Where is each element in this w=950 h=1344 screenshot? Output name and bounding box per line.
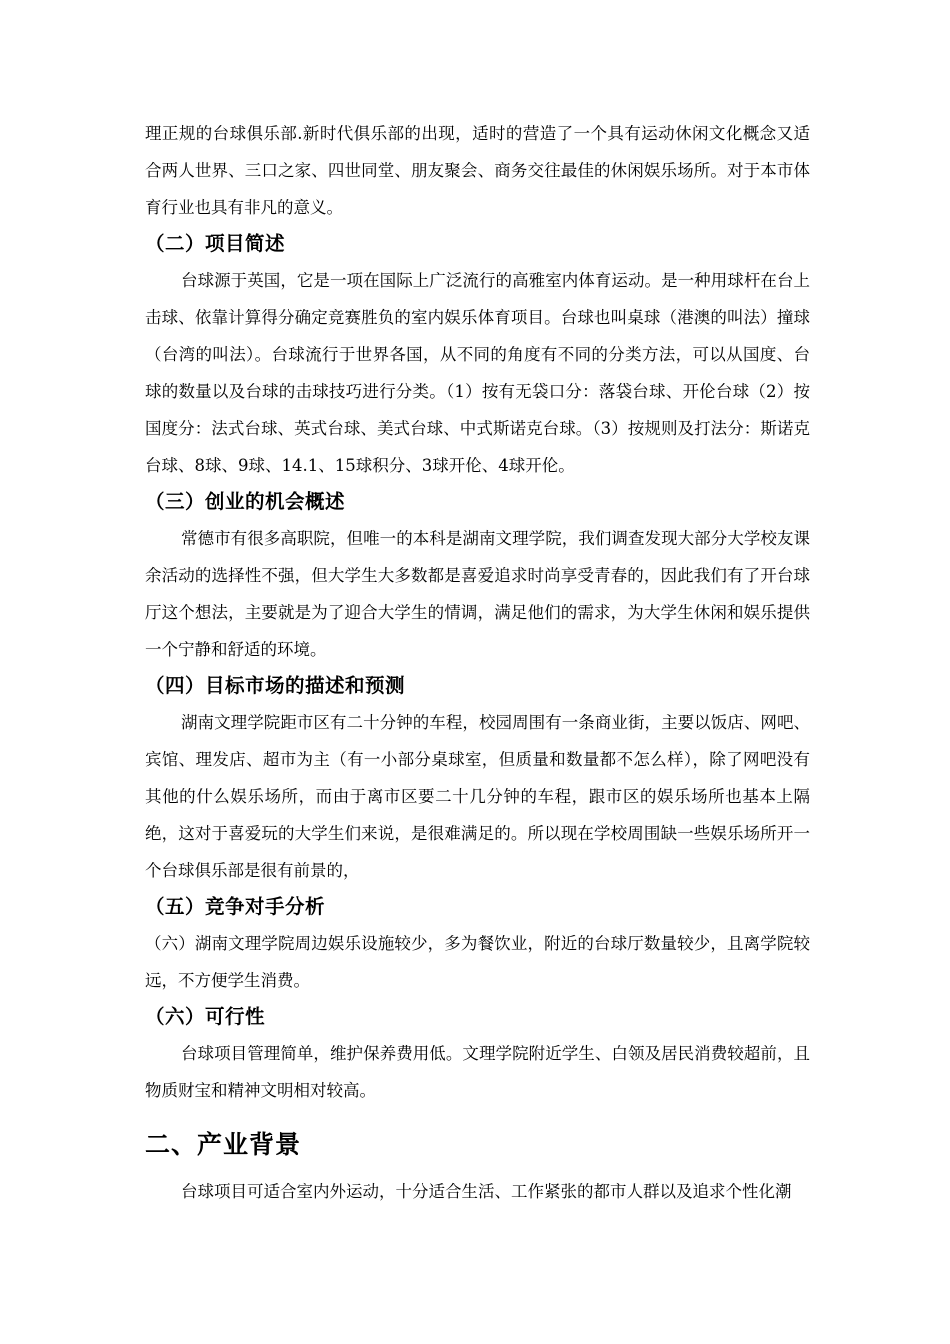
section-paragraph-competitors: （六）湖南文理学院周边娱乐设施较少，多为餐饮业，附近的台球厅数量较少，且离学院较远，不方便学生消费。 [145, 934, 810, 990]
section-heading-opportunity: （三）创业的机会概述 [145, 490, 346, 513]
section-paragraph-feasibility: 台球项目管理简单，维护保养费用低。文理学院附近学生、白领及居民消费较超前，且物质财宝和精神文明相对较高。 [145, 1044, 810, 1100]
section-paragraph-project-overview: 台球源于英国，它是一项在国际上广泛流行的高雅室内体育运动。是一种用球杆在台上击球、依靠计算得分确定竞赛胜负的室内娱乐体育项目。台球也叫桌球（港澳的叫法）撞球（台湾的叫法）。台球流行于世界各国，从不同的角度有不同的分类方法，可以从国度、台球的数量以及台球的击球技巧进行分类。（1）按有无袋口分：落袋台球、开伦台球（2）按国度分：法式台球、英式台球、美式台球、中式斯诺克台球。（3）按规则及打法分：斯诺克台球、8球、9球、14.1、15球积分、3球开伦、4球开伦。 [145, 271, 810, 475]
section-paragraph-opportunity: 常德市有很多高职院，但唯一的本科是湖南文理学院，我们调查发现大部分大学校友课余活动的选择性不强，但大学生大多数都是喜爱追求时尚享受青春的，因此我们有了开台球厅这个想法，主要就是为了迎合大学生的情调，满足他们的需求，为大学生休闲和娱乐提供一个宁静和舒适的环境。 [145, 529, 810, 659]
section-paragraph-target-market: 湖南文理学院距市区有二十分钟的车程，校园周围有一条商业街，主要以饭店、网吧、宾馆、理发店、超市为主（有一小部分桌球室，但质量和数量都不怎么样），除了网吧没有其他的什么娱乐场所，而由于离市区要二十几分钟的车程，跟市区的娱乐场所也基本上隔绝，这对于喜爱玩的大学生们来说，是很难满足的。所以现在学校周围缺一些娱乐场所开一个台球俱乐部是很有前景的， [145, 713, 810, 880]
chapter-heading-industry-background: 二、产业背景 [145, 1130, 302, 1159]
section-heading-target-market: （四）目标市场的描述和预测 [145, 674, 406, 697]
section-heading-feasibility: （六）可行性 [145, 1005, 266, 1028]
document-body [145, 115, 810, 1210]
section-heading-project-overview: （二）项目简述 [145, 232, 286, 255]
section-heading-competitors: （五）竞争对手分析 [145, 895, 326, 918]
intro-paragraph: 理正规的台球俱乐部.新时代俱乐部的出现，适时的营造了一个具有运动休闲文化概念又适合两人世界、三口之家、四世同堂、朋友聚会、商务交往最佳的休闲娱乐场所。对于本市体育行业也具有非凡的意义。 [145, 124, 810, 217]
chapter-paragraph-industry-background: 台球项目可适合室内外运动，十分适合生活、工作紧张的都市人群以及追求个性化潮 [181, 1182, 792, 1201]
